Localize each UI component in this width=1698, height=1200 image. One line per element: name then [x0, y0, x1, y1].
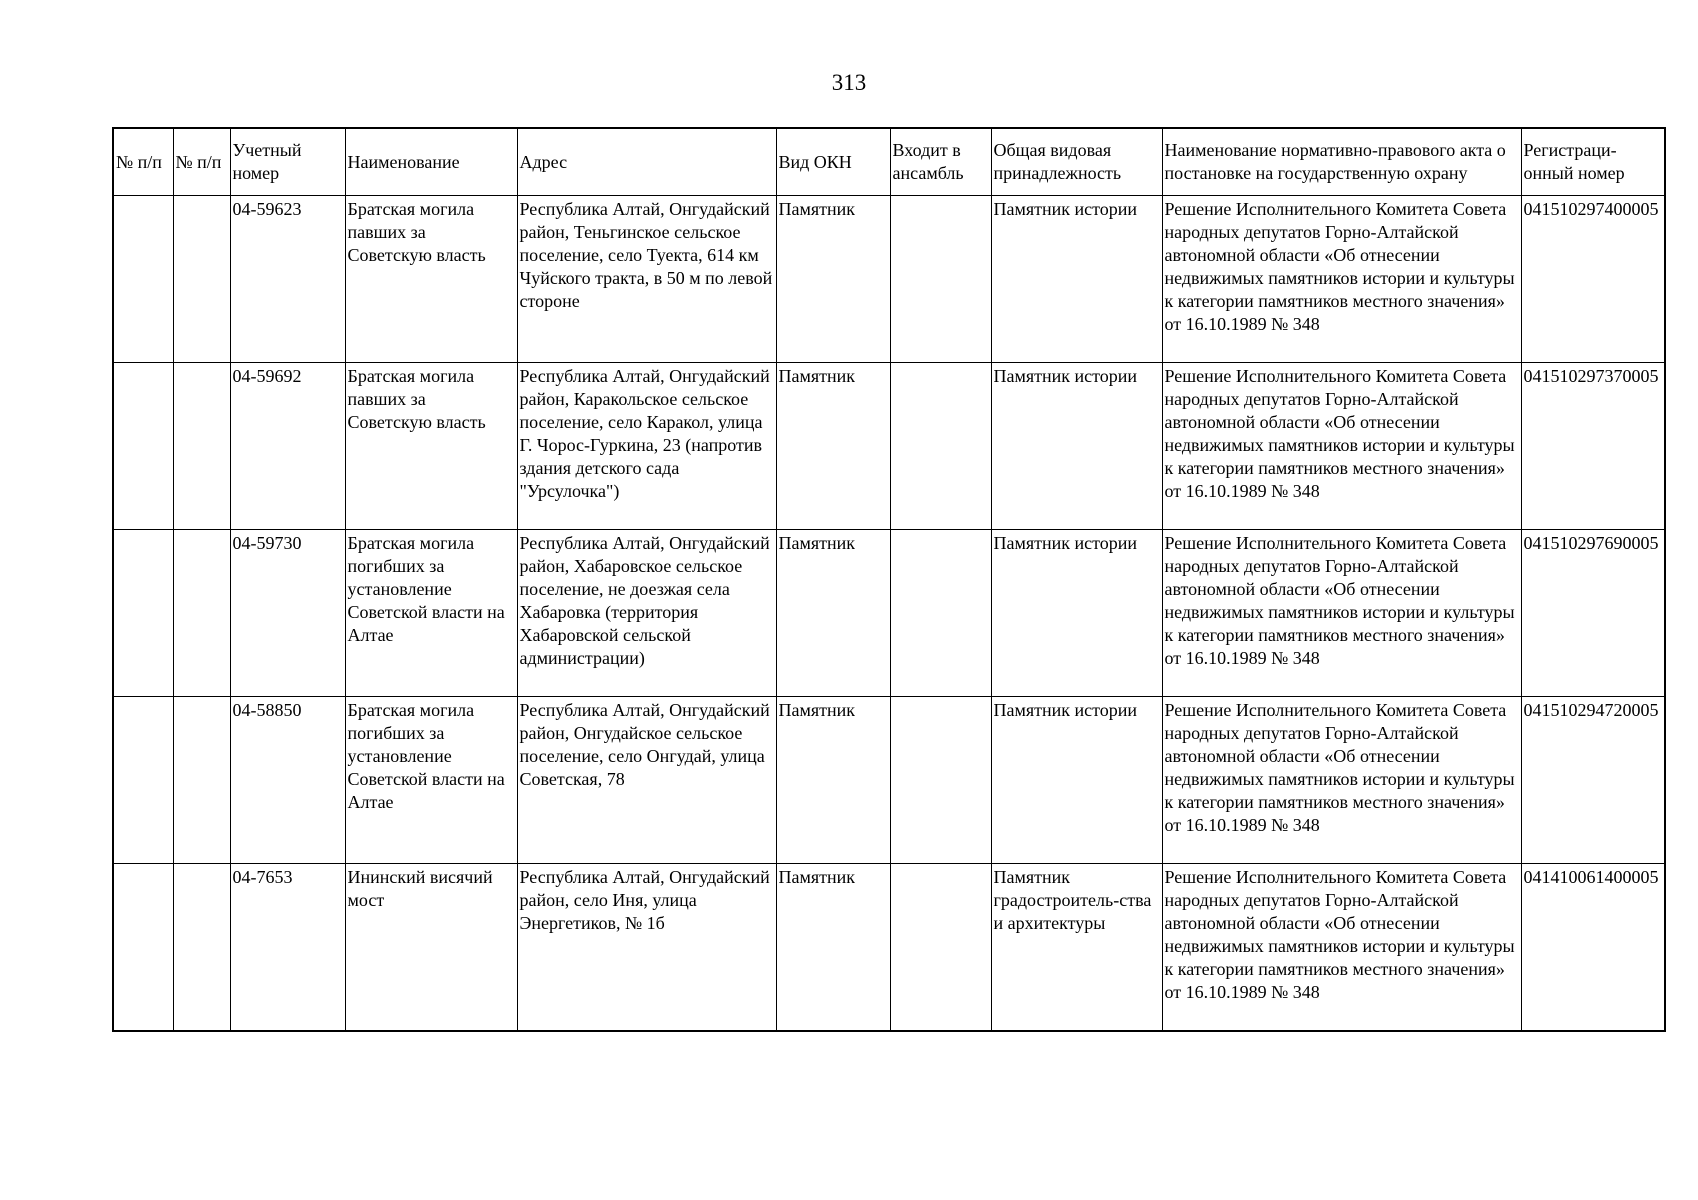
header-registration-number: Регистраци-онный номер — [1521, 128, 1665, 196]
cell-registration-number: 041510294720005 — [1521, 697, 1665, 864]
cell-legal-act: Решение Исполнительного Комитета Совета народных депутатов Горно-Алтайской автономной области «Об отнесении недвижимых памятников истории и культуры к категории памятников местного значения» от 16.10.1989 № 348 — [1162, 530, 1521, 697]
header-legal-act: Наименование нормативно-правового акта о постановке на государственную охрану — [1162, 128, 1521, 196]
cell-row-number-2 — [173, 363, 230, 530]
header-row-number-2: № п/п — [173, 128, 230, 196]
cell-address: Республика Алтай, Онгудайский район, Теньгинское сельское поселение, село Туекта, 614 км Чуйского тракта, в 50 м по левой стороне — [517, 196, 776, 363]
cell-category: Памятник истории — [991, 363, 1162, 530]
cell-registration-number: 041510297690005 — [1521, 530, 1665, 697]
cell-address: Республика Алтай, Онгудайский район, Хабаровское сельское поселение, не доезжая села Хабаровка (территория Хабаровской сельской администрации) — [517, 530, 776, 697]
cell-okn-type: Памятник — [776, 363, 890, 530]
header-address: Адрес — [517, 128, 776, 196]
cell-registration-number: 041510297370005 — [1521, 363, 1665, 530]
cell-okn-type: Памятник — [776, 697, 890, 864]
cell-name: Ининский висячий мост — [345, 864, 517, 1031]
cell-row-number-2 — [173, 864, 230, 1031]
cell-address: Республика Алтай, Онгудайский район, село Иня, улица Энергетиков, № 1б — [517, 864, 776, 1031]
cell-category: Памятник истории — [991, 530, 1162, 697]
cell-okn-type: Памятник — [776, 530, 890, 697]
cell-row-number — [113, 864, 173, 1031]
cell-category: Памятник истории — [991, 196, 1162, 363]
cell-row-number — [113, 196, 173, 363]
cell-name: Братская могила павших за Советскую власть — [345, 363, 517, 530]
cell-row-number-2 — [173, 697, 230, 864]
cell-name: Братская могила погибших за установление Советской власти на Алтае — [345, 697, 517, 864]
cell-okn-type: Памятник — [776, 864, 890, 1031]
cell-ensemble — [890, 530, 991, 697]
cell-name: Братская могила павших за Советскую власть — [345, 196, 517, 363]
header-row-number: № п/п — [113, 128, 173, 196]
cell-address: Республика Алтай, Онгудайский район, Онгудайское сельское поселение, село Онгудай, улица Советская, 78 — [517, 697, 776, 864]
cell-row-number-2 — [173, 196, 230, 363]
cell-registration-number: 041410061400005 — [1521, 864, 1665, 1031]
header-ensemble: Входит в ансамбль — [890, 128, 991, 196]
cell-name: Братская могила погибших за установление Советской власти на Алтае — [345, 530, 517, 697]
cell-registration-number: 041510297400005 — [1521, 196, 1665, 363]
cell-ensemble — [890, 697, 991, 864]
cell-ensemble — [890, 864, 991, 1031]
cell-account-number: 04-58850 — [230, 697, 345, 864]
cell-legal-act: Решение Исполнительного Комитета Совета народных депутатов Горно-Алтайской автономной области «Об отнесении недвижимых памятников истории и культуры к категории памятников местного значения» от 16.10.1989 № 348 — [1162, 363, 1521, 530]
header-account-number: Учетный номер — [230, 128, 345, 196]
table-row — [113, 697, 1665, 864]
cell-address: Республика Алтай, Онгудайский район, Каракольское сельское поселение, село Каракол, улица Г. Чорос-Гуркина, 23 (напротив здания детского сада "Урсулочка") — [517, 363, 776, 530]
cell-account-number: 04-59623 — [230, 196, 345, 363]
cell-okn-type: Памятник — [776, 196, 890, 363]
cell-account-number: 04-59730 — [230, 530, 345, 697]
table-row — [113, 530, 1665, 697]
table-header-row — [113, 128, 1665, 196]
cell-row-number — [113, 363, 173, 530]
cell-ensemble — [890, 363, 991, 530]
table-row — [113, 864, 1665, 1031]
cell-row-number-2 — [173, 530, 230, 697]
cell-legal-act: Решение Исполнительного Комитета Совета народных депутатов Горно-Алтайской автономной области «Об отнесении недвижимых памятников истории и культуры к категории памятников местного значения» от 16.10.1989 № 348 — [1162, 196, 1521, 363]
cell-row-number — [113, 530, 173, 697]
table-row — [113, 196, 1665, 363]
cell-category: Памятник градостроитель-ства и архитектуры — [991, 864, 1162, 1031]
header-category: Общая видовая принадлежность — [991, 128, 1162, 196]
header-name: Наименование — [345, 128, 517, 196]
heritage-registry-table — [112, 127, 1666, 1032]
cell-account-number: 04-7653 — [230, 864, 345, 1031]
header-okn-type: Вид ОКН — [776, 128, 890, 196]
cell-ensemble — [890, 196, 991, 363]
cell-legal-act: Решение Исполнительного Комитета Совета народных депутатов Горно-Алтайской автономной области «Об отнесении недвижимых памятников истории и культуры к категории памятников местного значения» от 16.10.1989 № 348 — [1162, 864, 1521, 1031]
cell-category: Памятник истории — [991, 697, 1162, 864]
table-row — [113, 363, 1665, 530]
cell-legal-act: Решение Исполнительного Комитета Совета народных депутатов Горно-Алтайской автономной области «Об отнесении недвижимых памятников истории и культуры к категории памятников местного значения» от 16.10.1989 № 348 — [1162, 697, 1521, 864]
page-number: 313 — [831, 70, 867, 95]
cell-row-number — [113, 697, 173, 864]
cell-account-number: 04-59692 — [230, 363, 345, 530]
